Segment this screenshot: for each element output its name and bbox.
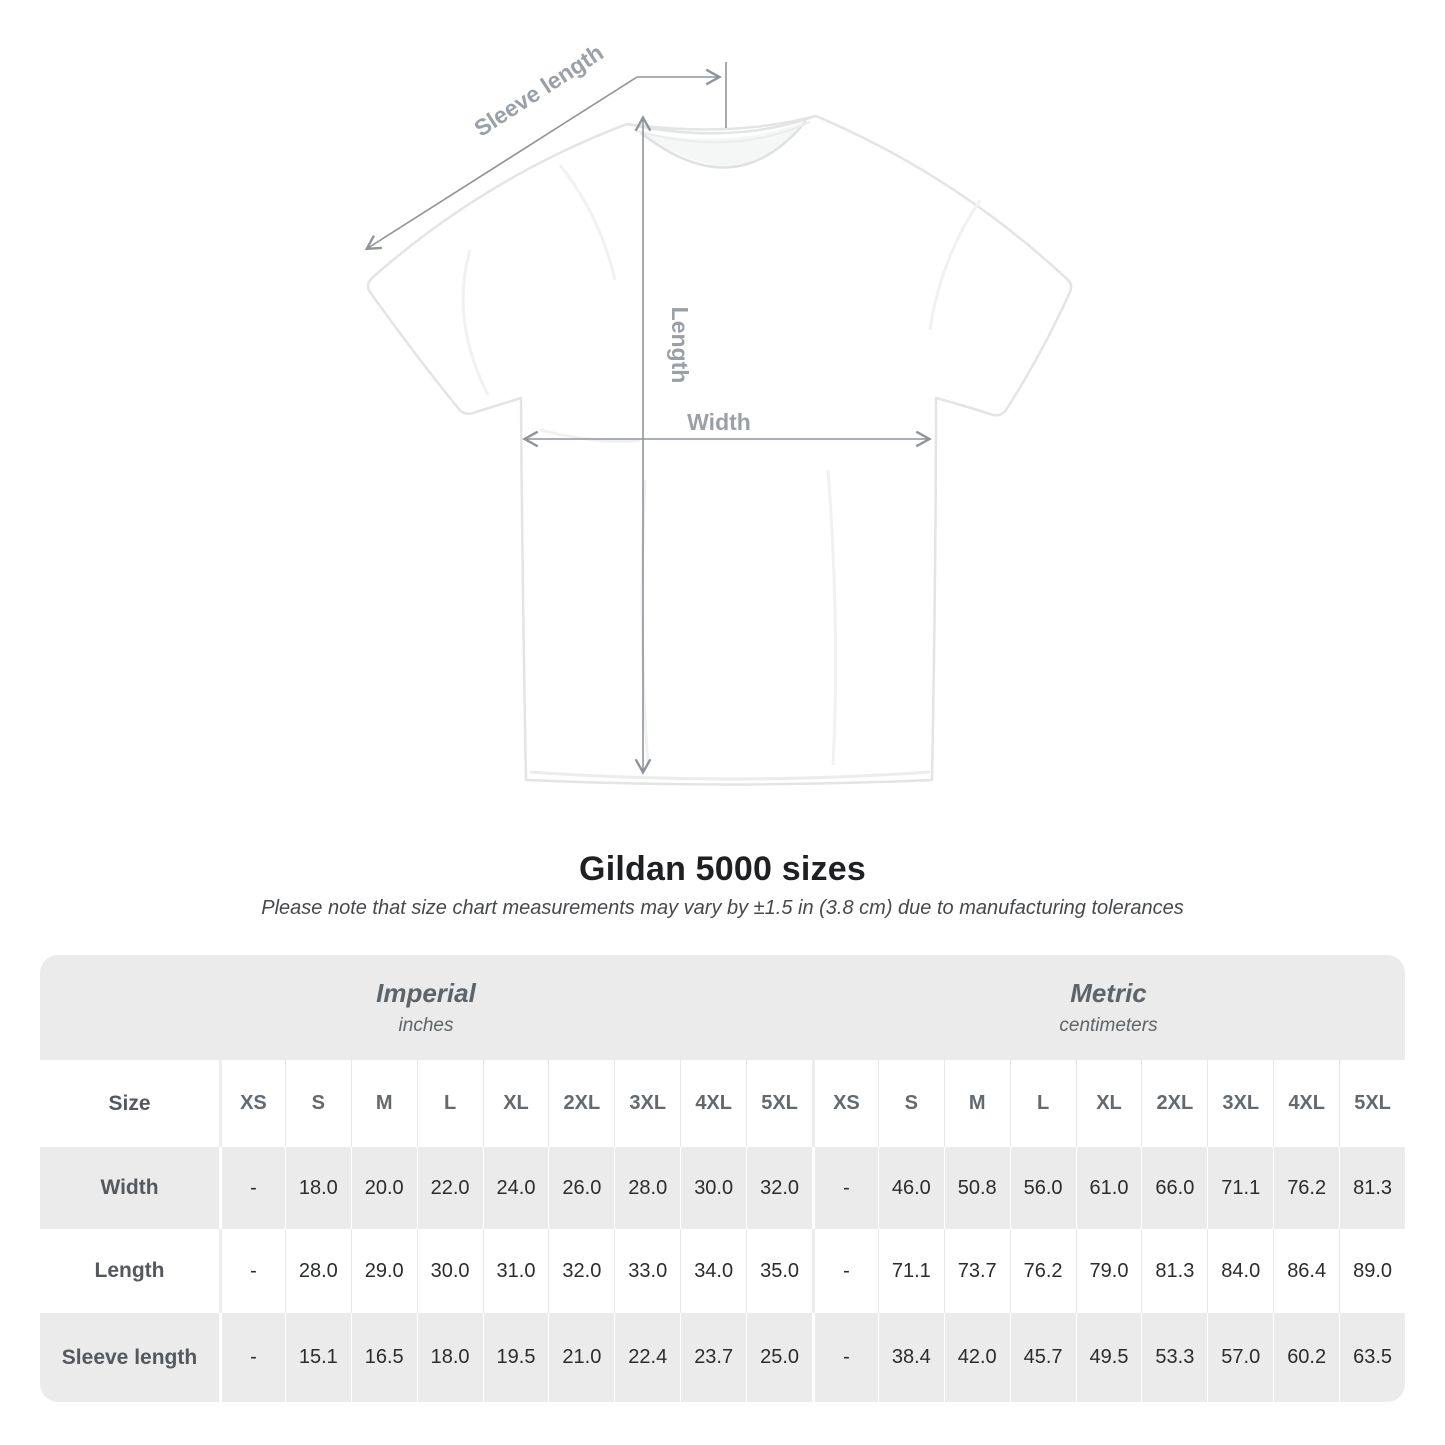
page-title: Gildan 5000 sizes bbox=[579, 850, 866, 888]
value-cell: 18.0 bbox=[285, 1147, 351, 1229]
value-cell: 21.0 bbox=[548, 1313, 614, 1402]
value-cell: 15.1 bbox=[285, 1313, 351, 1402]
value-cell: 34.0 bbox=[680, 1229, 746, 1313]
value-cell: 22.4 bbox=[614, 1313, 680, 1402]
size-col-header-xl: XL bbox=[483, 1060, 549, 1147]
metric-label: Metric bbox=[1070, 978, 1147, 1008]
metric-group-header bbox=[812, 955, 1405, 1060]
imperial-unit: inches bbox=[398, 1015, 454, 1036]
value-cell: 46.0 bbox=[878, 1147, 944, 1229]
value-cell: - bbox=[812, 1229, 878, 1313]
size-table bbox=[40, 955, 1405, 1402]
value-cell: 31.0 bbox=[483, 1229, 549, 1313]
value-cell: 86.4 bbox=[1273, 1229, 1339, 1313]
value-cell: 25.0 bbox=[746, 1313, 812, 1402]
value-cell: 50.8 bbox=[944, 1147, 1010, 1229]
size-col-header-2xl: 2XL bbox=[548, 1060, 614, 1147]
size-col-header-m: M bbox=[351, 1060, 417, 1147]
imperial-label: Imperial bbox=[376, 978, 476, 1008]
size-col-header-s: S bbox=[285, 1060, 351, 1147]
value-cell: 63.5 bbox=[1339, 1313, 1405, 1402]
value-cell: 81.3 bbox=[1141, 1229, 1207, 1313]
value-cell: 33.0 bbox=[614, 1229, 680, 1313]
size-col-header-4xl: 4XL bbox=[680, 1060, 746, 1147]
sleeve-length-label: Sleeve length bbox=[469, 39, 608, 142]
value-cell: 38.4 bbox=[878, 1313, 944, 1402]
row-label: Sleeve length bbox=[40, 1313, 219, 1402]
size-col-header-l: L bbox=[417, 1060, 483, 1147]
value-cell: 18.0 bbox=[417, 1313, 483, 1402]
width-label: Width bbox=[687, 409, 751, 435]
tshirt-body bbox=[368, 116, 1071, 785]
value-cell: - bbox=[219, 1229, 285, 1313]
value-cell: 22.0 bbox=[417, 1147, 483, 1229]
value-cell: 35.0 bbox=[746, 1229, 812, 1313]
size-col-header-xs: XS bbox=[812, 1060, 878, 1147]
size-corner-header: Size bbox=[40, 1060, 219, 1147]
size-col-header-m: M bbox=[944, 1060, 1010, 1147]
row-label: Width bbox=[40, 1147, 219, 1229]
value-cell: - bbox=[219, 1147, 285, 1229]
value-cell: - bbox=[812, 1147, 878, 1229]
value-cell: 16.5 bbox=[351, 1313, 417, 1402]
tolerance-note: Please note that size chart measurements may vary by ±1.5 in (3.8 cm) due to manufacturing tolerances bbox=[261, 897, 1184, 919]
size-col-header-l: L bbox=[1010, 1060, 1076, 1147]
value-cell: 42.0 bbox=[944, 1313, 1010, 1402]
size-col-header-xs: XS bbox=[219, 1060, 285, 1147]
value-cell: 73.7 bbox=[944, 1229, 1010, 1313]
size-col-header-5xl: 5XL bbox=[746, 1060, 812, 1147]
value-cell: 28.0 bbox=[614, 1147, 680, 1229]
value-cell: 32.0 bbox=[548, 1229, 614, 1313]
length-label: Length bbox=[667, 306, 693, 384]
value-cell: 19.5 bbox=[483, 1313, 549, 1402]
value-cell: 24.0 bbox=[483, 1147, 549, 1229]
size-col-header-3xl: 3XL bbox=[614, 1060, 680, 1147]
value-cell: 89.0 bbox=[1339, 1229, 1405, 1313]
size-col-header-s: S bbox=[878, 1060, 944, 1147]
value-cell: 20.0 bbox=[351, 1147, 417, 1229]
value-cell: 56.0 bbox=[1010, 1147, 1076, 1229]
size-col-header-4xl: 4XL bbox=[1273, 1060, 1339, 1147]
value-cell: 57.0 bbox=[1207, 1313, 1273, 1402]
value-cell: 76.2 bbox=[1010, 1229, 1076, 1313]
value-cell: 23.7 bbox=[680, 1313, 746, 1402]
value-cell: 28.0 bbox=[285, 1229, 351, 1313]
value-cell: 53.3 bbox=[1141, 1313, 1207, 1402]
value-cell: 32.0 bbox=[746, 1147, 812, 1229]
value-cell: 79.0 bbox=[1076, 1229, 1142, 1313]
value-cell: 60.2 bbox=[1273, 1313, 1339, 1402]
value-cell: 81.3 bbox=[1339, 1147, 1405, 1229]
value-cell: 76.2 bbox=[1273, 1147, 1339, 1229]
value-cell: 30.0 bbox=[417, 1229, 483, 1313]
value-cell: - bbox=[219, 1313, 285, 1402]
value-cell: 61.0 bbox=[1076, 1147, 1142, 1229]
tshirt-graphic bbox=[368, 116, 1071, 785]
value-cell: - bbox=[812, 1313, 878, 1402]
metric-unit: centimeters bbox=[1059, 1015, 1158, 1036]
size-col-header-xl: XL bbox=[1076, 1060, 1142, 1147]
value-cell: 45.7 bbox=[1010, 1313, 1076, 1402]
size-col-header-3xl: 3XL bbox=[1207, 1060, 1273, 1147]
value-cell: 30.0 bbox=[680, 1147, 746, 1229]
value-cell: 84.0 bbox=[1207, 1229, 1273, 1313]
value-cell: 71.1 bbox=[1207, 1147, 1273, 1229]
value-cell: 29.0 bbox=[351, 1229, 417, 1313]
value-cell: 66.0 bbox=[1141, 1147, 1207, 1229]
size-col-header-5xl: 5XL bbox=[1339, 1060, 1405, 1147]
imperial-group-header bbox=[40, 955, 812, 1060]
value-cell: 71.1 bbox=[878, 1229, 944, 1313]
size-col-header-2xl: 2XL bbox=[1141, 1060, 1207, 1147]
value-cell: 49.5 bbox=[1076, 1313, 1142, 1402]
value-cell: 26.0 bbox=[548, 1147, 614, 1229]
row-label: Length bbox=[40, 1229, 219, 1313]
